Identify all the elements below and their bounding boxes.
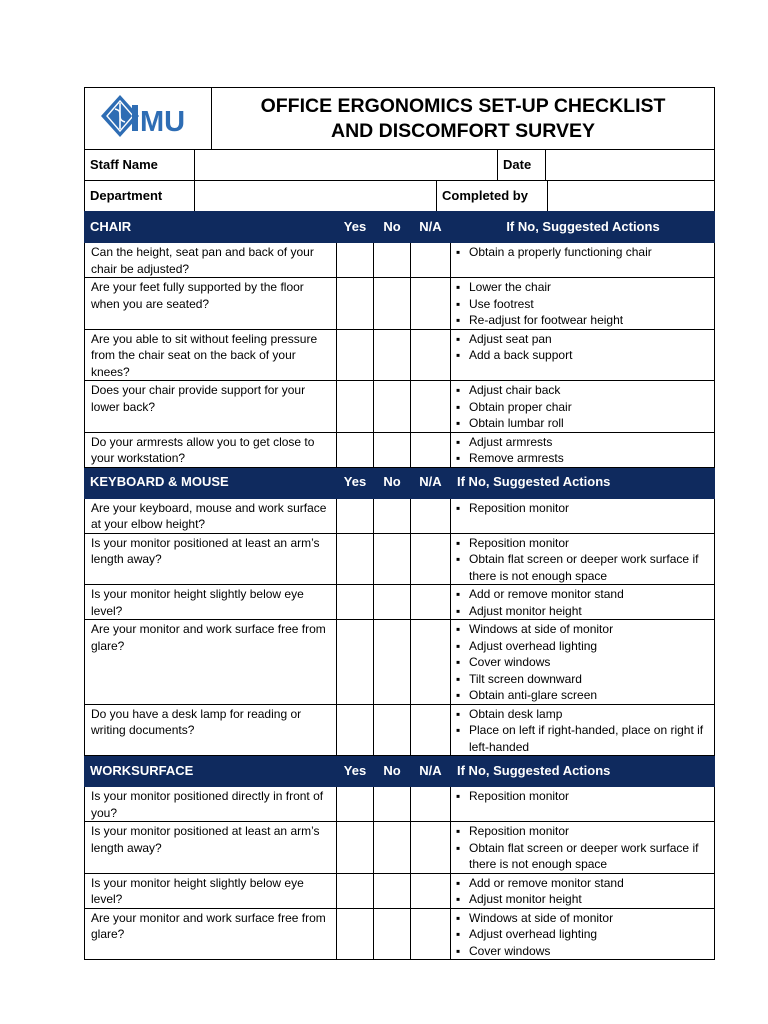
action-item: ▪ Lower the chair xyxy=(456,279,710,296)
col-actions-header: If No, Suggested Actions xyxy=(451,212,715,243)
answer-yes-box[interactable] xyxy=(337,620,374,705)
page-title: OFFICE ERGONOMICS SET-UP CHECKLIST AND DISCOMFORT SURVEY xyxy=(260,94,666,142)
staff-name-field[interactable] xyxy=(195,150,498,181)
question-text: Can the height, seat pan and back of your chair be adjusted? xyxy=(85,243,337,278)
suggested-actions xyxy=(451,620,715,705)
answer-no-box[interactable] xyxy=(374,432,411,467)
col-yes-header: Yes xyxy=(337,212,374,243)
action-item: ▪ Obtain proper chair xyxy=(456,399,710,416)
answer-na-box[interactable] xyxy=(411,787,451,822)
answer-na-box[interactable] xyxy=(411,822,451,874)
action-item: ▪ Add a back support xyxy=(456,347,710,364)
answer-no-box[interactable] xyxy=(374,787,411,822)
header-table xyxy=(84,87,715,150)
completed-by-label: Completed by xyxy=(437,181,548,212)
suggested-actions xyxy=(451,278,715,330)
suggested-actions xyxy=(451,873,715,908)
answer-yes-box[interactable] xyxy=(337,533,374,585)
question-text: Are your monitor and work surface free from glare? xyxy=(85,620,337,705)
action-item: ▪ Use footrest xyxy=(456,296,710,313)
action-item: ▪ Adjust monitor height xyxy=(456,603,710,620)
answer-na-box[interactable] xyxy=(411,381,451,433)
table-row xyxy=(85,278,715,330)
suggested-actions xyxy=(451,243,715,278)
answer-yes-box[interactable] xyxy=(337,704,374,756)
department-field[interactable] xyxy=(195,181,437,212)
answer-yes-box[interactable] xyxy=(337,787,374,822)
table-row xyxy=(85,787,715,822)
question-text: Does your chair provide support for your lower back? xyxy=(85,381,337,433)
col-na-header: N/A xyxy=(411,467,451,498)
answer-no-box[interactable] xyxy=(374,822,411,874)
col-na-header: N/A xyxy=(411,756,451,787)
question-text: Is your monitor positioned at least an arm’s length away? xyxy=(85,822,337,874)
action-item: ▪ Windows at side of monitor xyxy=(456,910,710,927)
action-item: ▪ Obtain flat screen or deeper work surface if there is not enough space xyxy=(456,840,710,873)
answer-yes-box[interactable] xyxy=(337,822,374,874)
suggested-actions xyxy=(451,908,715,960)
answer-no-box[interactable] xyxy=(374,278,411,330)
checklist-sheet xyxy=(84,87,715,960)
section-header xyxy=(85,467,715,498)
suggested-actions xyxy=(451,498,715,533)
action-item: ▪ Obtain flat screen or deeper work surface if there is not enough space xyxy=(456,551,710,584)
col-actions-header: If No, Suggested Actions xyxy=(451,756,715,787)
answer-yes-box[interactable] xyxy=(337,908,374,960)
table-row xyxy=(85,585,715,620)
action-item: ▪ Place on left if right-handed, place on right if left-handed xyxy=(456,722,710,755)
table-row xyxy=(85,620,715,705)
question-text: Is your monitor height slightly below eye level? xyxy=(85,873,337,908)
section-title: WORKSURFACE xyxy=(85,756,337,787)
action-item: ▪ Adjust overhead lighting xyxy=(456,638,710,655)
table-row xyxy=(85,243,715,278)
answer-yes-box[interactable] xyxy=(337,243,374,278)
answer-na-box[interactable] xyxy=(411,278,451,330)
question-text: Are your monitor and work surface free from glare? xyxy=(85,908,337,960)
answer-no-box[interactable] xyxy=(374,620,411,705)
action-item: ▪ Reposition monitor xyxy=(456,500,710,517)
answer-no-box[interactable] xyxy=(374,243,411,278)
table-row xyxy=(85,329,715,381)
col-no-header: No xyxy=(374,756,411,787)
suggested-actions xyxy=(451,432,715,467)
action-item: ▪ Tilt screen downward xyxy=(456,671,710,688)
staff-name-label: Staff Name xyxy=(85,150,195,181)
title-cell xyxy=(212,88,715,150)
action-item: ▪ Adjust seat pan xyxy=(456,331,710,348)
answer-na-box[interactable] xyxy=(411,704,451,756)
table-row xyxy=(85,908,715,960)
checklist-table xyxy=(84,211,715,960)
suggested-actions xyxy=(451,585,715,620)
suggested-actions xyxy=(451,329,715,381)
col-actions-header: If No, Suggested Actions xyxy=(451,467,715,498)
answer-na-box[interactable] xyxy=(411,908,451,960)
answer-no-box[interactable] xyxy=(374,329,411,381)
answer-yes-box[interactable] xyxy=(337,329,374,381)
suggested-actions xyxy=(451,381,715,433)
action-item: ▪ Cover windows xyxy=(456,943,710,960)
action-item: ▪ Windows at side of monitor xyxy=(456,621,710,638)
answer-no-box[interactable] xyxy=(374,498,411,533)
action-item: ▪ Add or remove monitor stand xyxy=(456,875,710,892)
question-text: Are you able to sit without feeling pressure from the chair seat on the back of your knees? xyxy=(85,329,337,381)
department-label: Department xyxy=(85,181,195,212)
answer-na-box[interactable] xyxy=(411,585,451,620)
action-item: ▪ Obtain anti-glare screen xyxy=(456,687,710,704)
action-item: ▪ Re-adjust for footwear height xyxy=(456,312,710,329)
action-item: ▪ Adjust chair back xyxy=(456,382,710,399)
action-item: ▪ Add or remove monitor stand xyxy=(456,586,710,603)
answer-no-box[interactable] xyxy=(374,908,411,960)
col-yes-header: Yes xyxy=(337,756,374,787)
answer-yes-box[interactable] xyxy=(337,873,374,908)
table-row xyxy=(85,432,715,467)
action-item: ▪ Reposition monitor xyxy=(456,535,710,552)
answer-yes-box[interactable] xyxy=(337,498,374,533)
col-no-header: No xyxy=(374,467,411,498)
suggested-actions xyxy=(451,787,715,822)
completed-by-field[interactable] xyxy=(548,181,715,212)
answer-na-box[interactable] xyxy=(411,329,451,381)
answer-yes-box[interactable] xyxy=(337,278,374,330)
answer-no-box[interactable] xyxy=(374,381,411,433)
answer-no-box[interactable] xyxy=(374,533,411,585)
suggested-actions xyxy=(451,704,715,756)
question-text: Are your keyboard, mouse and work surface at your elbow height? xyxy=(85,498,337,533)
answer-na-box[interactable] xyxy=(411,243,451,278)
answer-na-box[interactable] xyxy=(411,873,451,908)
date-field[interactable] xyxy=(546,150,715,181)
answer-yes-box[interactable] xyxy=(337,585,374,620)
answer-no-box[interactable] xyxy=(374,704,411,756)
question-text: Is your monitor height slightly below eye level? xyxy=(85,585,337,620)
action-item: ▪ Obtain desk lamp xyxy=(456,706,710,723)
section-header xyxy=(85,756,715,787)
table-row xyxy=(85,704,715,756)
action-item: ▪ Reposition monitor xyxy=(456,788,710,805)
answer-na-box[interactable] xyxy=(411,498,451,533)
table-row xyxy=(85,822,715,874)
question-text: Do your armrests allow you to get close to your workstation? xyxy=(85,432,337,467)
action-item: ▪ Adjust overhead lighting xyxy=(456,926,710,943)
answer-no-box[interactable] xyxy=(374,873,411,908)
logo-text: MU xyxy=(140,106,186,139)
question-text: Are your feet fully supported by the floor when you are seated? xyxy=(85,278,337,330)
action-item: ▪ Adjust monitor height xyxy=(456,891,710,908)
info-table xyxy=(84,149,715,181)
table-row xyxy=(85,873,715,908)
action-item: ▪ Remove armrests xyxy=(456,450,710,467)
date-label: Date xyxy=(498,150,546,181)
action-item: ▪ Obtain lumbar roll xyxy=(456,415,710,432)
question-text: Do you have a desk lamp for reading or writing documents? xyxy=(85,704,337,756)
info-table-2 xyxy=(84,180,715,212)
section-header xyxy=(85,212,715,243)
table-row xyxy=(85,498,715,533)
answer-na-box[interactable] xyxy=(411,533,451,585)
col-yes-header: Yes xyxy=(337,467,374,498)
answer-no-box[interactable] xyxy=(374,585,411,620)
section-title: CHAIR xyxy=(85,212,337,243)
action-item: ▪ Reposition monitor xyxy=(456,823,710,840)
action-item: ▪ Obtain a properly functioning chair xyxy=(456,244,710,261)
answer-yes-box[interactable] xyxy=(337,432,374,467)
action-item: ▪ Cover windows xyxy=(456,654,710,671)
table-row xyxy=(85,533,715,585)
logo xyxy=(85,88,212,150)
section-title: KEYBOARD & MOUSE xyxy=(85,467,337,498)
col-na-header: N/A xyxy=(411,212,451,243)
table-row xyxy=(85,381,715,433)
col-no-header: No xyxy=(374,212,411,243)
answer-yes-box[interactable] xyxy=(337,381,374,433)
answer-na-box[interactable] xyxy=(411,620,451,705)
answer-na-box[interactable] xyxy=(411,432,451,467)
imu-logo-icon xyxy=(98,91,198,141)
action-item: ▪ Adjust armrests xyxy=(456,434,710,451)
suggested-actions xyxy=(451,822,715,874)
question-text: Is your monitor positioned directly in front of you? xyxy=(85,787,337,822)
question-text: Is your monitor positioned at least an arm’s length away? xyxy=(85,533,337,585)
suggested-actions xyxy=(451,533,715,585)
